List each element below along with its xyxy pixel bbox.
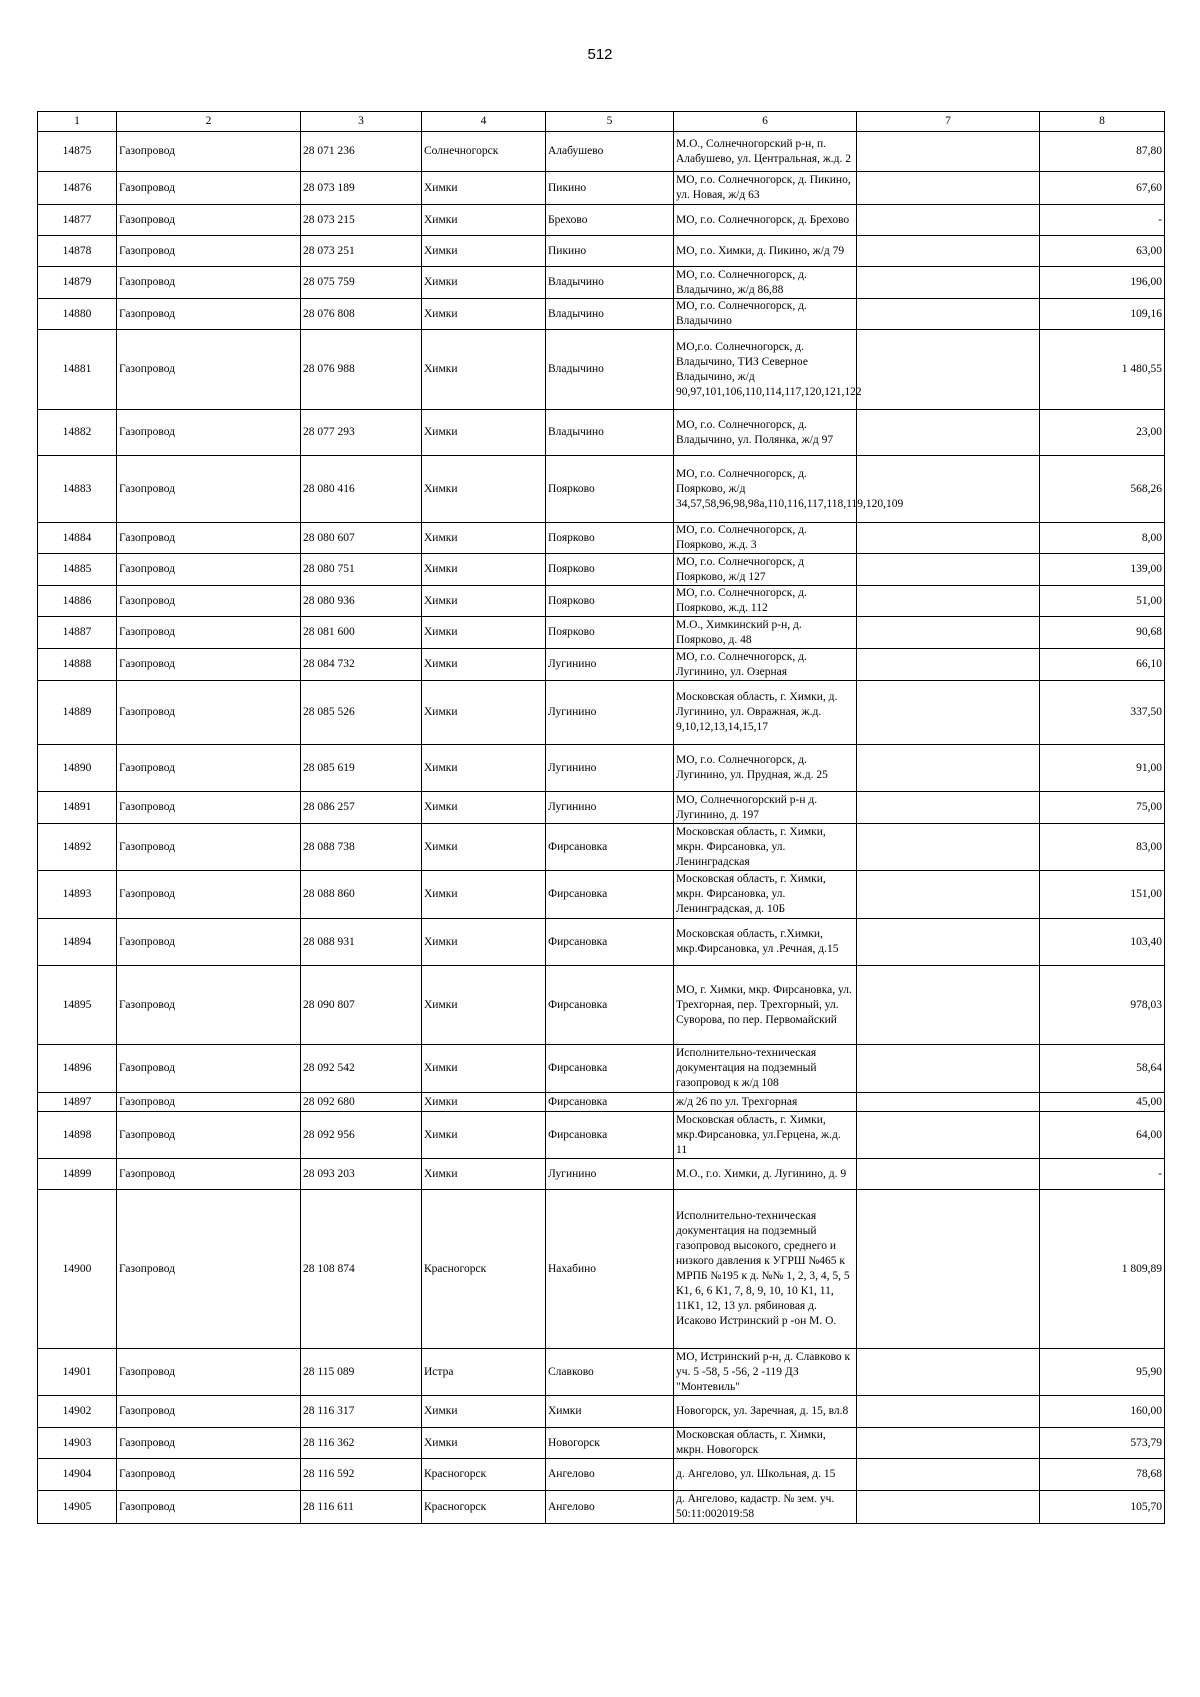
length-value-cell: 568,26 [1040,456,1165,523]
length-value-cell: 573,79 [1040,1428,1165,1459]
column-7-cell [857,649,1040,681]
municipality-cell: Химки [422,410,546,456]
length-value-cell: 83,00 [1040,824,1165,871]
length-value-cell: 51,00 [1040,586,1165,617]
address-cell: д. Ангелово, ул. Школьная, д. 15 [674,1459,857,1491]
object-code-cell: 28 116 611 [301,1491,422,1524]
length-value-cell: 64,00 [1040,1112,1165,1159]
object-code-cell: 28 090 807 [301,966,422,1045]
object-code-cell: 28 088 738 [301,824,422,871]
column-7-cell [857,745,1040,792]
row-number-cell: 14899 [38,1159,117,1190]
object-type-cell: Газопровод [117,586,301,617]
row-number-cell: 14895 [38,966,117,1045]
municipality-cell: Химки [422,617,546,649]
address-cell: д. Ангелово, кадастр. № зем. уч. 50:11:002019:58 [674,1491,857,1524]
header-row [38,112,1165,132]
table-row [38,681,1165,745]
municipality-cell: Красногорск [422,1459,546,1491]
address-cell: Московская область, г.Химки, мкр.Фирсановка, ул .Речная, д.15 [674,919,857,966]
municipality-cell: Химки [422,1159,546,1190]
address-cell: Московская область, г. Химки, мкрн. Фирсановка, ул. Ленинградская, д. 10Б [674,871,857,919]
length-value-cell: 109,16 [1040,299,1165,330]
column-7-cell [857,792,1040,824]
column-7-cell [857,554,1040,586]
object-code-cell: 28 080 936 [301,586,422,617]
object-code-cell: 28 080 416 [301,456,422,523]
municipality-cell: Химки [422,330,546,410]
table-row [38,1159,1165,1190]
row-number-cell: 14875 [38,132,117,172]
locality-cell: Лугинино [546,1159,674,1190]
locality-cell: Пикино [546,172,674,205]
object-type-cell: Газопровод [117,1159,301,1190]
object-type-cell: Газопровод [117,824,301,871]
length-value-cell: 66,10 [1040,649,1165,681]
address-cell: ж/д 26 по ул. Трехгорная [674,1093,857,1112]
object-code-cell: 28 073 215 [301,205,422,236]
header-cell: 4 [422,112,546,132]
table-row [38,1459,1165,1491]
row-number-cell: 14881 [38,330,117,410]
length-value-cell: 978,03 [1040,966,1165,1045]
length-value-cell: - [1040,1159,1165,1190]
object-code-cell: 28 077 293 [301,410,422,456]
object-type-cell: Газопровод [117,617,301,649]
municipality-cell: Химки [422,205,546,236]
row-number-cell: 14905 [38,1491,117,1524]
column-7-cell [857,1112,1040,1159]
municipality-cell: Химки [422,792,546,824]
object-code-cell: 28 073 189 [301,172,422,205]
row-number-cell: 14902 [38,1396,117,1428]
object-type-cell: Газопровод [117,172,301,205]
length-value-cell: 67,60 [1040,172,1165,205]
address-cell: МО,г.о. Солнечногорск, д. Владычино, ТИЗ Северное Владычино, ж/д 90,97,101,106,110,114,117,120,121,122 [674,330,857,410]
page-number: 512 [587,46,613,63]
header-cell: 6 [674,112,857,132]
table-row [38,586,1165,617]
locality-cell: Новогорск [546,1428,674,1459]
table-row [38,523,1165,554]
length-value-cell: 1 809,89 [1040,1190,1165,1349]
object-code-cell: 28 076 988 [301,330,422,410]
object-code-cell: 28 088 860 [301,871,422,919]
address-cell: МО, г.о. Солнечногорск, д. Брехово [674,205,857,236]
header-cell: 8 [1040,112,1165,132]
object-type-cell: Газопровод [117,1093,301,1112]
length-value-cell: 58,64 [1040,1045,1165,1093]
locality-cell: Лугинино [546,681,674,745]
row-number-cell: 14888 [38,649,117,681]
header-cell: 5 [546,112,674,132]
column-7-cell [857,1491,1040,1524]
object-type-cell: Газопровод [117,1045,301,1093]
column-7-cell [857,1396,1040,1428]
address-cell: Московская область, г. Химки, мкрн. Фирсановка, ул. Ленинградская [674,824,857,871]
table-row [38,1045,1165,1093]
address-cell: Исполнительно-техническая документация на подземный газопровод к ж/д 108 [674,1045,857,1093]
address-cell: МО, г.о. Солнечногорск, д. Лугинино, ул. Озерная [674,649,857,681]
locality-cell: Фирсановка [546,919,674,966]
column-7-cell [857,523,1040,554]
locality-cell: Поярково [546,617,674,649]
length-value-cell: 151,00 [1040,871,1165,919]
locality-cell: Нахабино [546,1190,674,1349]
municipality-cell: Химки [422,267,546,299]
column-7-cell [857,1349,1040,1396]
registry-table [37,111,1165,1524]
object-code-cell: 28 071 236 [301,132,422,172]
object-type-cell: Газопровод [117,410,301,456]
row-number-cell: 14892 [38,824,117,871]
municipality-cell: Химки [422,1045,546,1093]
object-code-cell: 28 081 600 [301,617,422,649]
object-type-cell: Газопровод [117,205,301,236]
column-7-cell [857,966,1040,1045]
table-row [38,792,1165,824]
column-7-cell [857,236,1040,267]
table-row [38,617,1165,649]
row-number-cell: 14882 [38,410,117,456]
column-7-cell [857,681,1040,745]
row-number-cell: 14883 [38,456,117,523]
municipality-cell: Химки [422,1396,546,1428]
length-value-cell: 196,00 [1040,267,1165,299]
locality-cell: Брехово [546,205,674,236]
locality-cell: Владычино [546,299,674,330]
row-number-cell: 14903 [38,1428,117,1459]
municipality-cell: Химки [422,586,546,617]
table-row [38,1491,1165,1524]
column-7-cell [857,824,1040,871]
length-value-cell: 90,68 [1040,617,1165,649]
row-number-cell: 14887 [38,617,117,649]
length-value-cell: 105,70 [1040,1491,1165,1524]
table-row [38,966,1165,1045]
row-number-cell: 14893 [38,871,117,919]
column-7-cell [857,871,1040,919]
length-value-cell: 23,00 [1040,410,1165,456]
address-cell: МО, г.о. Солнечногорск, д. Поярково, ж.д. 112 [674,586,857,617]
length-value-cell: 95,90 [1040,1349,1165,1396]
municipality-cell: Химки [422,554,546,586]
length-value-cell: 1 480,55 [1040,330,1165,410]
object-type-cell: Газопровод [117,1459,301,1491]
row-number-cell: 14886 [38,586,117,617]
table-row [38,1428,1165,1459]
object-code-cell: 28 116 362 [301,1428,422,1459]
object-type-cell: Газопровод [117,966,301,1045]
municipality-cell: Химки [422,523,546,554]
object-code-cell: 28 080 751 [301,554,422,586]
object-type-cell: Газопровод [117,1190,301,1349]
address-cell: МО, г.о. Солнечногорск, д. Владычино, ул. Полянка, ж/д 97 [674,410,857,456]
municipality-cell: Солнечногорск [422,132,546,172]
locality-cell: Лугинино [546,745,674,792]
object-code-cell: 28 085 526 [301,681,422,745]
address-cell: Московская область, г. Химки, мкрн. Новогорск [674,1428,857,1459]
municipality-cell: Химки [422,299,546,330]
row-number-cell: 14879 [38,267,117,299]
length-value-cell: 45,00 [1040,1093,1165,1112]
object-code-cell: 28 073 251 [301,236,422,267]
object-code-cell: 28 088 931 [301,919,422,966]
locality-cell: Славково [546,1349,674,1396]
municipality-cell: Химки [422,919,546,966]
column-7-cell [857,1459,1040,1491]
locality-cell: Владычино [546,330,674,410]
table-row [38,824,1165,871]
municipality-cell: Химки [422,1428,546,1459]
object-code-cell: 28 086 257 [301,792,422,824]
object-code-cell: 28 108 874 [301,1190,422,1349]
address-cell: МО, г.о. Солнечногорск, д. Лугинино, ул. Прудная, ж.д. 25 [674,745,857,792]
header-cell: 3 [301,112,422,132]
object-code-cell: 28 075 759 [301,267,422,299]
object-type-cell: Газопровод [117,681,301,745]
length-value-cell: 139,00 [1040,554,1165,586]
municipality-cell: Химки [422,745,546,792]
length-value-cell: 8,00 [1040,523,1165,554]
locality-cell: Фирсановка [546,1045,674,1093]
object-code-cell: 28 080 607 [301,523,422,554]
object-type-cell: Газопровод [117,267,301,299]
row-number-cell: 14900 [38,1190,117,1349]
object-code-cell: 28 092 680 [301,1093,422,1112]
column-7-cell [857,1190,1040,1349]
object-type-cell: Газопровод [117,871,301,919]
column-7-cell [857,1045,1040,1093]
table-row [38,649,1165,681]
length-value-cell: 337,50 [1040,681,1165,745]
row-number-cell: 14876 [38,172,117,205]
locality-cell: Ангелово [546,1459,674,1491]
table-row [38,205,1165,236]
table-row [38,330,1165,410]
object-type-cell: Газопровод [117,236,301,267]
object-code-cell: 28 116 317 [301,1396,422,1428]
object-type-cell: Газопровод [117,132,301,172]
object-type-cell: Газопровод [117,299,301,330]
header-cell: 7 [857,112,1040,132]
locality-cell: Алабушево [546,132,674,172]
table-row [38,554,1165,586]
municipality-cell: Химки [422,172,546,205]
column-7-cell [857,617,1040,649]
locality-cell: Фирсановка [546,966,674,1045]
row-number-cell: 14897 [38,1093,117,1112]
object-code-cell: 28 084 732 [301,649,422,681]
object-type-cell: Газопровод [117,1491,301,1524]
column-7-cell [857,1428,1040,1459]
address-cell: МО, г.о. Солнечногорск, д Поярково, ж/д 127 [674,554,857,586]
municipality-cell: Химки [422,871,546,919]
municipality-cell: Химки [422,1093,546,1112]
object-type-cell: Газопровод [117,330,301,410]
object-type-cell: Газопровод [117,919,301,966]
row-number-cell: 14890 [38,745,117,792]
address-cell: МО, г. Химки, мкр. Фирсановка, ул. Трехгорная, пер. Трехгорный, ул. Суворова, по пер. Первомайский [674,966,857,1045]
address-cell: Исполнительно-техническая документация на подземный газопровод высокого, среднего и низкого давления к УГРШ №465 к МРПБ №195 к д. №№ 1, 2, 3, 4, 5, 5 К1, 6, 6 К1, 7, 8, 9, 10, 10 К1, 11, 11К1, 12, 13 ул. рябиновая д. Исаково Истринский р -он М. О. [674,1190,857,1349]
object-type-cell: Газопровод [117,1112,301,1159]
column-7-cell [857,919,1040,966]
row-number-cell: 14898 [38,1112,117,1159]
table-row [38,1112,1165,1159]
municipality-cell: Химки [422,1112,546,1159]
length-value-cell: 160,00 [1040,1396,1165,1428]
column-7-cell [857,330,1040,410]
object-type-cell: Газопровод [117,1349,301,1396]
municipality-cell: Истра [422,1349,546,1396]
column-7-cell [857,410,1040,456]
row-number-cell: 14889 [38,681,117,745]
column-7-cell [857,172,1040,205]
locality-cell: Ангелово [546,1491,674,1524]
row-number-cell: 14878 [38,236,117,267]
address-cell: МО, г.о. Солнечногорск, д. Пикино, ул. Новая, ж/д 63 [674,172,857,205]
table-row [38,1349,1165,1396]
object-type-cell: Газопровод [117,554,301,586]
locality-cell: Владычино [546,410,674,456]
locality-cell: Лугинино [546,792,674,824]
length-value-cell: 91,00 [1040,745,1165,792]
row-number-cell: 14896 [38,1045,117,1093]
column-7-cell [857,267,1040,299]
address-cell: Московская область, г. Химки, д. Лугинино, ул. Овражная, ж.д. 9,10,12,13,14,15,17 [674,681,857,745]
table-row [38,1190,1165,1349]
address-cell: М.О., Химкинский р-н, д. Поярково, д. 48 [674,617,857,649]
locality-cell: Фирсановка [546,871,674,919]
address-cell: Новогорск, ул. Заречная, д. 15, вл.8 [674,1396,857,1428]
municipality-cell: Химки [422,681,546,745]
table-row [38,1396,1165,1428]
column-7-cell [857,456,1040,523]
object-type-cell: Газопровод [117,1428,301,1459]
municipality-cell: Красногорск [422,1491,546,1524]
row-number-cell: 14901 [38,1349,117,1396]
length-value-cell: - [1040,205,1165,236]
object-type-cell: Газопровод [117,792,301,824]
length-value-cell: 63,00 [1040,236,1165,267]
municipality-cell: Красногорск [422,1190,546,1349]
object-code-cell: 28 092 956 [301,1112,422,1159]
municipality-cell: Химки [422,456,546,523]
column-7-cell [857,299,1040,330]
address-cell: МО, г.о. Солнечногорск, д. Владычино [674,299,857,330]
address-cell: М.О., Солнечногорский р-н, п. Алабушево, ул. Центральная, ж.д. 2 [674,132,857,172]
address-cell: МО, Солнечногорский р-н д. Лугинино, д. 197 [674,792,857,824]
object-type-cell: Газопровод [117,523,301,554]
header-cell: 1 [38,112,117,132]
table-row [38,871,1165,919]
table-row [38,456,1165,523]
table-row [38,919,1165,966]
object-code-cell: 28 076 808 [301,299,422,330]
object-code-cell: 28 085 619 [301,745,422,792]
municipality-cell: Химки [422,824,546,871]
locality-cell: Фирсановка [546,1093,674,1112]
object-type-cell: Газопровод [117,1396,301,1428]
table-row [38,745,1165,792]
column-7-cell [857,1093,1040,1112]
length-value-cell: 78,68 [1040,1459,1165,1491]
column-7-cell [857,132,1040,172]
object-type-cell: Газопровод [117,456,301,523]
address-cell: МО, г.о. Химки, д. Пикино, ж/д 79 [674,236,857,267]
column-7-cell [857,1159,1040,1190]
address-cell: МО, г.о. Солнечногорск, д. Поярково, ж/д 34,57,58,96,98,98а,110,116,117,118,119,120,109 [674,456,857,523]
locality-cell: Фирсановка [546,1112,674,1159]
locality-cell: Пикино [546,236,674,267]
object-code-cell: 28 116 592 [301,1459,422,1491]
row-number-cell: 14884 [38,523,117,554]
length-value-cell: 75,00 [1040,792,1165,824]
locality-cell: Химки [546,1396,674,1428]
address-cell: МО, г.о. Солнечногорск, д. Владычино, ж/д 86,88 [674,267,857,299]
length-value-cell: 103,40 [1040,919,1165,966]
row-number-cell: 14894 [38,919,117,966]
table-row [38,410,1165,456]
object-code-cell: 28 115 089 [301,1349,422,1396]
object-type-cell: Газопровод [117,745,301,792]
municipality-cell: Химки [422,649,546,681]
row-number-cell: 14880 [38,299,117,330]
table-row [38,267,1165,299]
length-value-cell: 87,80 [1040,132,1165,172]
table-row [38,1093,1165,1112]
table-body [38,132,1165,1524]
locality-cell: Поярково [546,554,674,586]
table-row [38,236,1165,267]
object-code-cell: 28 092 542 [301,1045,422,1093]
table-row [38,172,1165,205]
object-code-cell: 28 093 203 [301,1159,422,1190]
column-7-cell [857,586,1040,617]
locality-cell: Поярково [546,586,674,617]
row-number-cell: 14885 [38,554,117,586]
column-7-cell [857,205,1040,236]
object-type-cell: Газопровод [117,649,301,681]
row-number-cell: 14904 [38,1459,117,1491]
address-cell: М.О., г.о. Химки, д. Лугинино, д. 9 [674,1159,857,1190]
address-cell: Московская область, г. Химки, мкр.Фирсановка, ул.Герцена, ж.д. 11 [674,1112,857,1159]
locality-cell: Поярково [546,456,674,523]
table-row [38,299,1165,330]
header-cell: 2 [117,112,301,132]
address-cell: МО, Истринский р-н, д. Славково к уч. 5 -58, 5 -56, 2 -119 ДЗ "Монтевиль" [674,1349,857,1396]
locality-cell: Поярково [546,523,674,554]
locality-cell: Владычино [546,267,674,299]
locality-cell: Фирсановка [546,824,674,871]
municipality-cell: Химки [422,966,546,1045]
locality-cell: Лугинино [546,649,674,681]
address-cell: МО, г.о. Солнечногорск, д. Поярково, ж.д. 3 [674,523,857,554]
table-row [38,132,1165,172]
municipality-cell: Химки [422,236,546,267]
row-number-cell: 14877 [38,205,117,236]
row-number-cell: 14891 [38,792,117,824]
